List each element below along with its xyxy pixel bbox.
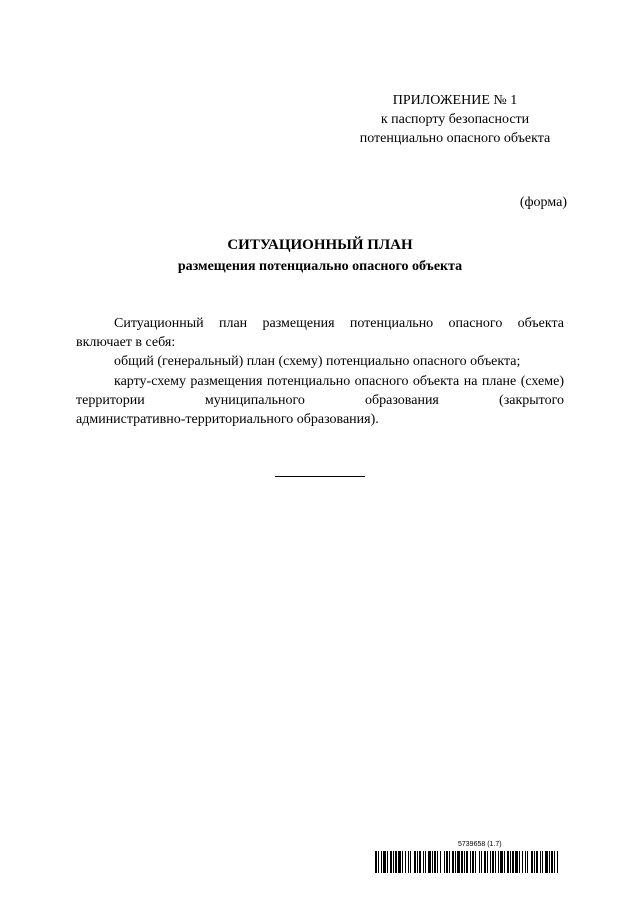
appendix-header bbox=[330, 91, 580, 148]
form-label: (форма) bbox=[519, 195, 567, 210]
barcode-number: 5739658 (1.7) bbox=[458, 841, 502, 848]
body-paragraph-intro: Ситуационный план размещения потенциально опасного объекта включает в себя: bbox=[76, 316, 564, 350]
body-paragraph-map-scheme-line2: административно-территориального образования). bbox=[76, 412, 379, 427]
body-paragraph-map-scheme-line1: карту-схему размещения потенциально опасного объекта на плане (схеме) территории муниципального образования (закрытого bbox=[76, 374, 564, 408]
barcode-icon bbox=[375, 851, 561, 873]
document-subtitle: размещения потенциально опасного объекта bbox=[177, 259, 463, 274]
end-separator-line bbox=[275, 476, 365, 477]
appendix-reference: к паспорту безопасности bbox=[380, 112, 530, 127]
body-paragraph-map-scheme bbox=[76, 372, 564, 429]
document-title: СИТУАЦИОННЫЙ ПЛАН bbox=[227, 237, 413, 253]
body-paragraph-general-plan: общий (генеральный) план (схему) потенциально опасного объекта; bbox=[114, 354, 521, 369]
appendix-object: потенциально опасного объекта bbox=[359, 131, 551, 146]
appendix-number: ПРИЛОЖЕНИЕ № 1 bbox=[392, 93, 518, 108]
